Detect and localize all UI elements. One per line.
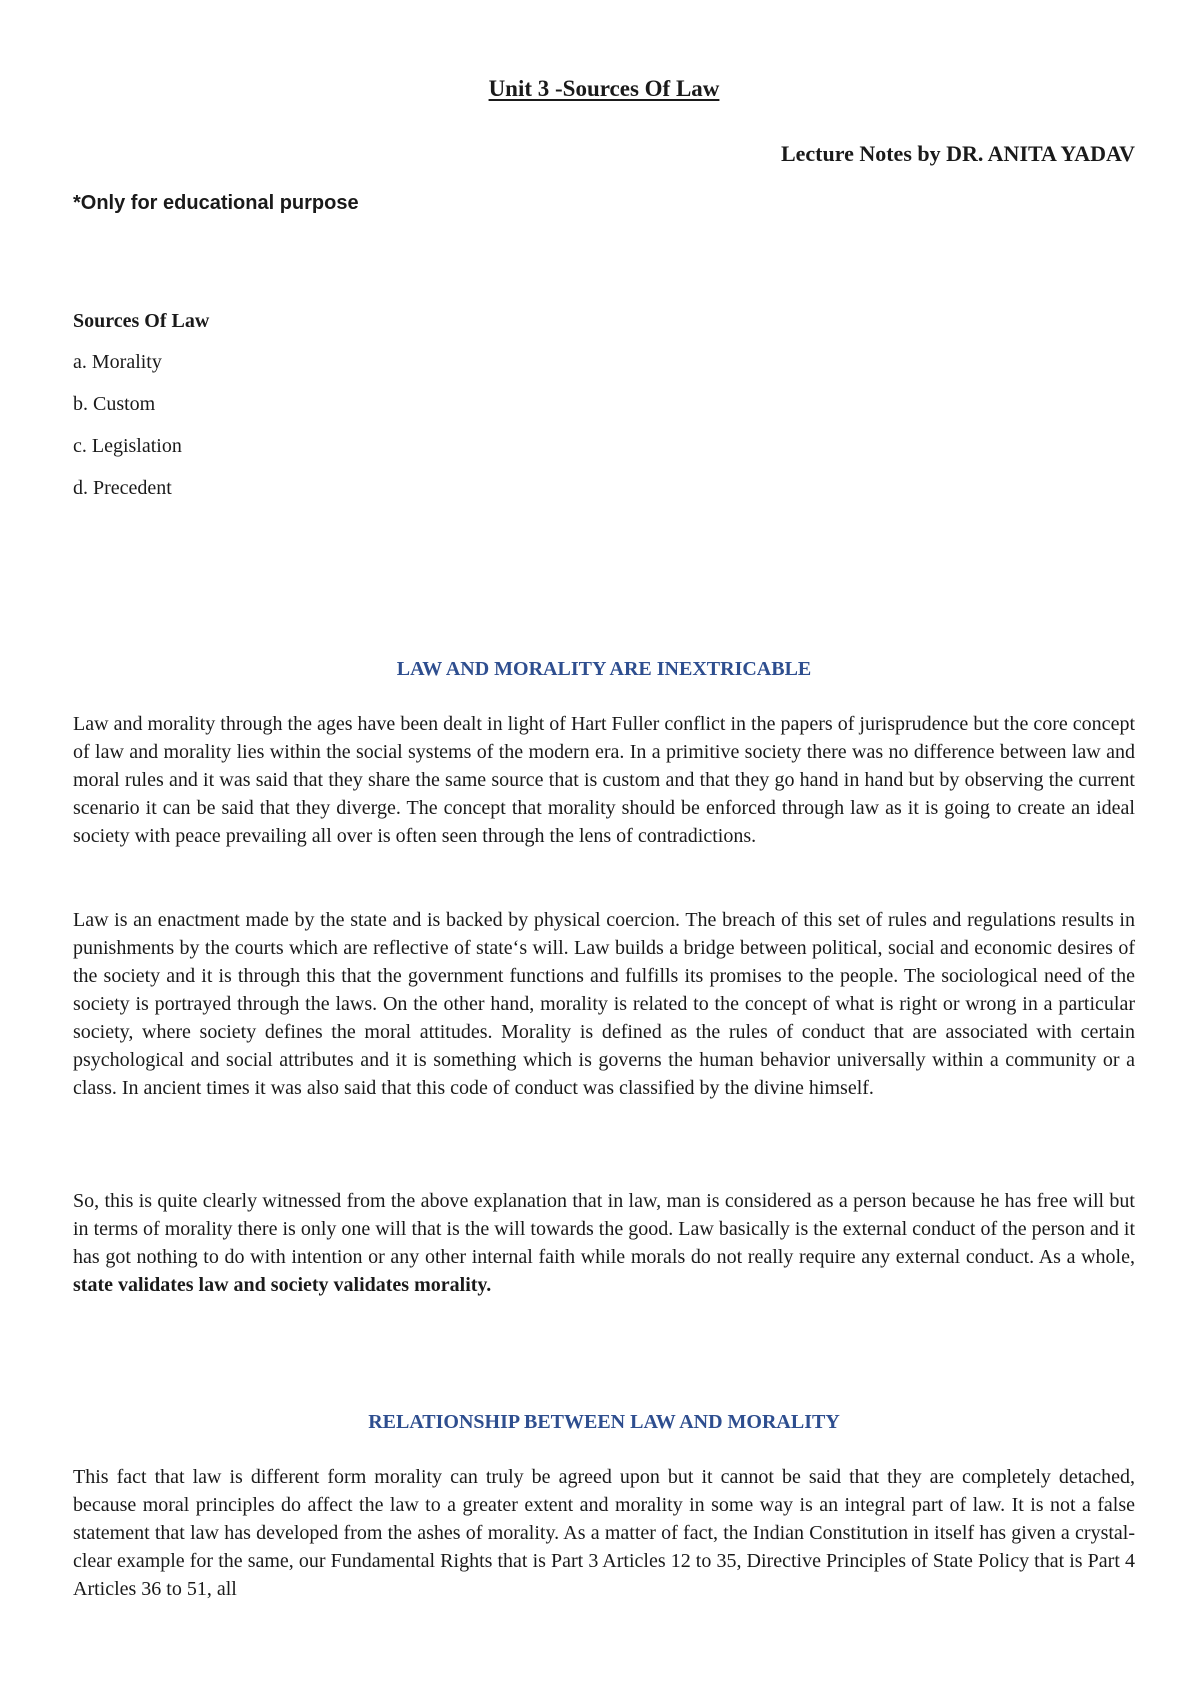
paragraph: This fact that law is different form morality can truly be agreed upon but it cannot be said that they are completely detached, because moral principles do affect the law to a greater extent and morality in some way is an integral part of law. It is not a false statement that law has developed from the ashes of morality. As a matter of fact, the Indian Constitution in itself has given a crystal-clear example for the same, our Fundamental Rights that is Part 3 Articles 12 to 35, Directive Principles of State Policy that is Part 4 Articles 36 to 51, all	[73, 1466, 1135, 1600]
paragraph	[73, 1187, 1135, 1299]
document-title: Unit 3 -Sources Of Law	[488, 76, 720, 101]
paragraph-text: So, this is quite clearly witnessed from the above explanation that in law, man is considered as a person because he has free will but in terms of morality there is only one will that is the will towards the good. Law basically is the external conduct of the person and it has got nothing to do with intention or any other internal faith while morals do not really require any external conduct. As a whole,	[73, 1190, 1135, 1268]
list-item: b. Custom	[73, 393, 156, 415]
section-heading-law-and-morality-inextricable: LAW AND MORALITY ARE INEXTRICABLE	[396, 658, 812, 680]
paragraph: Law is an enactment made by the state and is backed by physical coercion. The breach of this set of rules and regulations results in punishments by the courts which are reflective of state‘s will. Law builds a bridge between political, social and economic desires of the society and it is through this that the government functions and fulfills its promises to the people. The sociological need of the society is portrayed through the laws. On the other hand, morality is related to the concept of what is right or wrong in a particular society, where society defines the moral attitudes. Morality is defined as the rules of conduct that are associated with certain psychological and social attributes and it is something which is governs the human behavior universally within a community or a class. In ancient times it was also said that this code of conduct was classified by the divine himself.	[73, 909, 1135, 1099]
paragraph: Law and morality through the ages have been dealt in light of Hart Fuller conflict in the papers of jurisprudence but the core concept of law and morality lies within the social systems of the modern era. In a primitive society there was no difference between law and moral rules and it was said that they share the same source that is custom and that they go hand in hand but by observing the current scenario it can be said that they diverge. The concept that morality should be enforced through law as it is going to create an ideal society with peace prevailing all over is often seen through the lens of contradictions.	[73, 713, 1135, 847]
sources-list	[73, 350, 182, 518]
disclaimer-note: *Only for educational purpose	[73, 192, 359, 214]
bold-conclusion: state validates law and society validates morality.	[73, 1274, 492, 1296]
list-item: d. Precedent	[73, 477, 172, 499]
sources-heading: Sources Of Law	[73, 310, 210, 332]
list-item: c. Legislation	[73, 435, 182, 457]
list-item: a. Morality	[73, 351, 162, 373]
author-line: Lecture Notes by DR. ANITA YADAV	[780, 141, 1135, 166]
section-heading-relationship-between-law-and-morality: RELATIONSHIP BETWEEN LAW AND MORALITY	[368, 1411, 840, 1433]
